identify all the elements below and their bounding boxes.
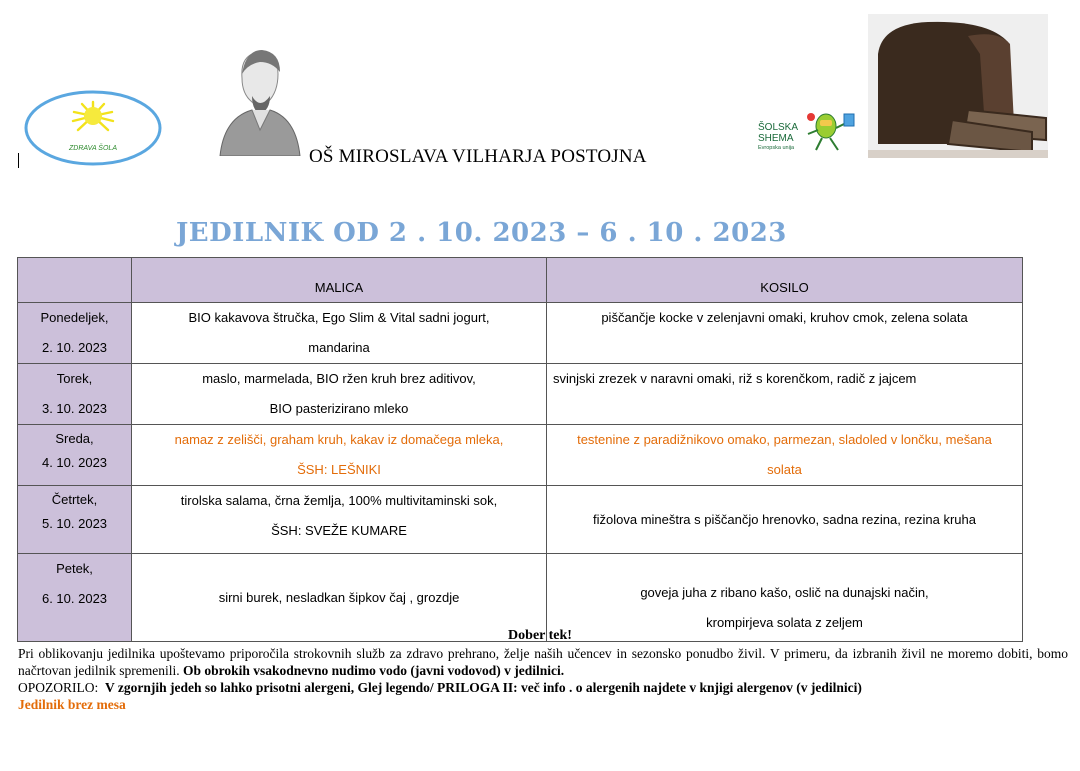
kosilo-line: fižolova mineštra s piščančjo hrenovko, sadna rezina, rezina kruha — [593, 511, 976, 527]
day-cell — [18, 486, 132, 554]
day-date: 6. 10. 2023 — [41, 591, 108, 606]
svg-text:SHEMA: SHEMA — [758, 133, 794, 144]
header-kosilo: KOSILO — [547, 258, 1023, 303]
warning-label: OPOZORILO: — [18, 680, 99, 695]
note-text: Pri oblikovanju jedilnika upoštevamo priporočila strokovnih služb za zdravo prehrano, želje naših učencev in sezonsko ponudbo živil. V primeru, da izbranih živil ne moremo dobiti, bomo načrtovan jedilnik spremenili. — [18, 646, 1068, 678]
malica-cell — [132, 486, 547, 554]
kosilo-line: goveja juha z ribano kašo, oslič na dunajski način, — [640, 585, 929, 600]
table-row — [18, 425, 1023, 486]
note-paragraph — [18, 645, 1068, 679]
malica-line: tirolska salama, črna žemlja, 100% multivitaminski sok, — [180, 493, 498, 508]
text-cursor-mark — [18, 153, 19, 168]
day-cell — [18, 364, 132, 425]
day-name: Torek, — [56, 371, 93, 386]
malica-line: ŠSH: LEŠNIKI — [297, 462, 381, 477]
malica-line: namaz z zelišči, graham kruh, kakav iz domačega mleka, — [174, 432, 504, 447]
dober-tek: Dober tek! — [508, 628, 572, 643]
table-row — [18, 486, 1023, 554]
day-date: 4. 10. 2023 — [41, 455, 108, 470]
day-date: 2. 10. 2023 — [41, 340, 108, 355]
kosilo-cell — [547, 425, 1023, 486]
table-header-row — [18, 258, 1023, 303]
day-name: Ponedeljek, — [40, 310, 109, 325]
malica-cell — [132, 425, 547, 486]
menu-title: JEDILNIK OD 2 . 10. 2023 – 6 . 10 . 2023 — [176, 218, 787, 248]
table-row — [18, 364, 1023, 425]
solska-shema-logo — [756, 108, 860, 154]
zdrava-sola-logo — [24, 90, 162, 166]
kosilo-cell — [547, 486, 1023, 554]
svg-text:ŠOLSKA: ŠOLSKA — [758, 122, 799, 133]
malica-line: ŠSH: SVEŽE KUMARE — [271, 523, 407, 538]
malica-line: BIO pasterizirano mleko — [269, 401, 409, 416]
malica-line: maslo, marmelada, BIO ržen kruh brez aditivov, — [202, 371, 476, 386]
day-date: 5. 10. 2023 — [41, 516, 108, 531]
bread-photo — [868, 14, 1048, 158]
svg-text:ZDRAVA ŠOLA: ZDRAVA ŠOLA — [69, 145, 117, 152]
header-day-cell — [18, 258, 132, 303]
school-name: OŠ MIROSLAVA VILHARJA POSTOJNA — [309, 146, 647, 167]
table-row — [18, 303, 1023, 364]
kosilo-line: solata — [767, 462, 802, 477]
kosilo-cell — [547, 303, 1023, 364]
malica-line: sirni burek, nesladkan šipkov čaj , grozdje — [218, 589, 460, 605]
malica-line: BIO kakavova štručka, Ego Slim & Vital sadni jogurt, — [188, 310, 490, 325]
day-cell — [18, 303, 132, 364]
day-cell — [18, 425, 132, 486]
menu-table — [17, 257, 1023, 642]
warning-line — [18, 679, 1068, 696]
footer-notes — [18, 645, 1068, 713]
note-bold: Ob obrokih vsakodnevno nudimo vodo (javni vodovod) v jedilnici. — [182, 663, 565, 678]
header-malica: MALICA — [132, 258, 547, 303]
warning-text: V zgornjih jedeh so lahko prisotni alergeni, Glej legendo/ PRILOGA II: več info . o alergenih najdete v knjigi alergenov (v jedilnici) — [105, 680, 862, 695]
day-name: Petek, — [56, 561, 93, 576]
no-meat-label: Jedilnik brez mesa — [18, 697, 126, 712]
day-date: 3. 10. 2023 — [41, 401, 108, 416]
kosilo-line: svinjski zrezek v naravni omaki, riž s korenčkom, radič z jajcem — [553, 371, 917, 386]
malica-cell — [132, 364, 547, 425]
kosilo-line: piščančje kocke v zelenjavni omaki, kruhov cmok, zelena solata — [601, 310, 968, 325]
malica-cell — [132, 303, 547, 364]
kosilo-cell — [547, 364, 1023, 425]
day-name: Sreda, — [55, 431, 94, 446]
svg-text:Evropska unija: Evropska unija — [758, 145, 795, 151]
portrait-image — [212, 44, 304, 156]
malica-line: mandarina — [308, 340, 370, 355]
kosilo-line: testenine z paradižnikovo omako, parmezan, sladoled v lončku, mešana — [577, 432, 992, 447]
day-name: Četrtek, — [51, 492, 98, 507]
kosilo-line: krompirjeva solata z zeljem — [706, 615, 863, 630]
